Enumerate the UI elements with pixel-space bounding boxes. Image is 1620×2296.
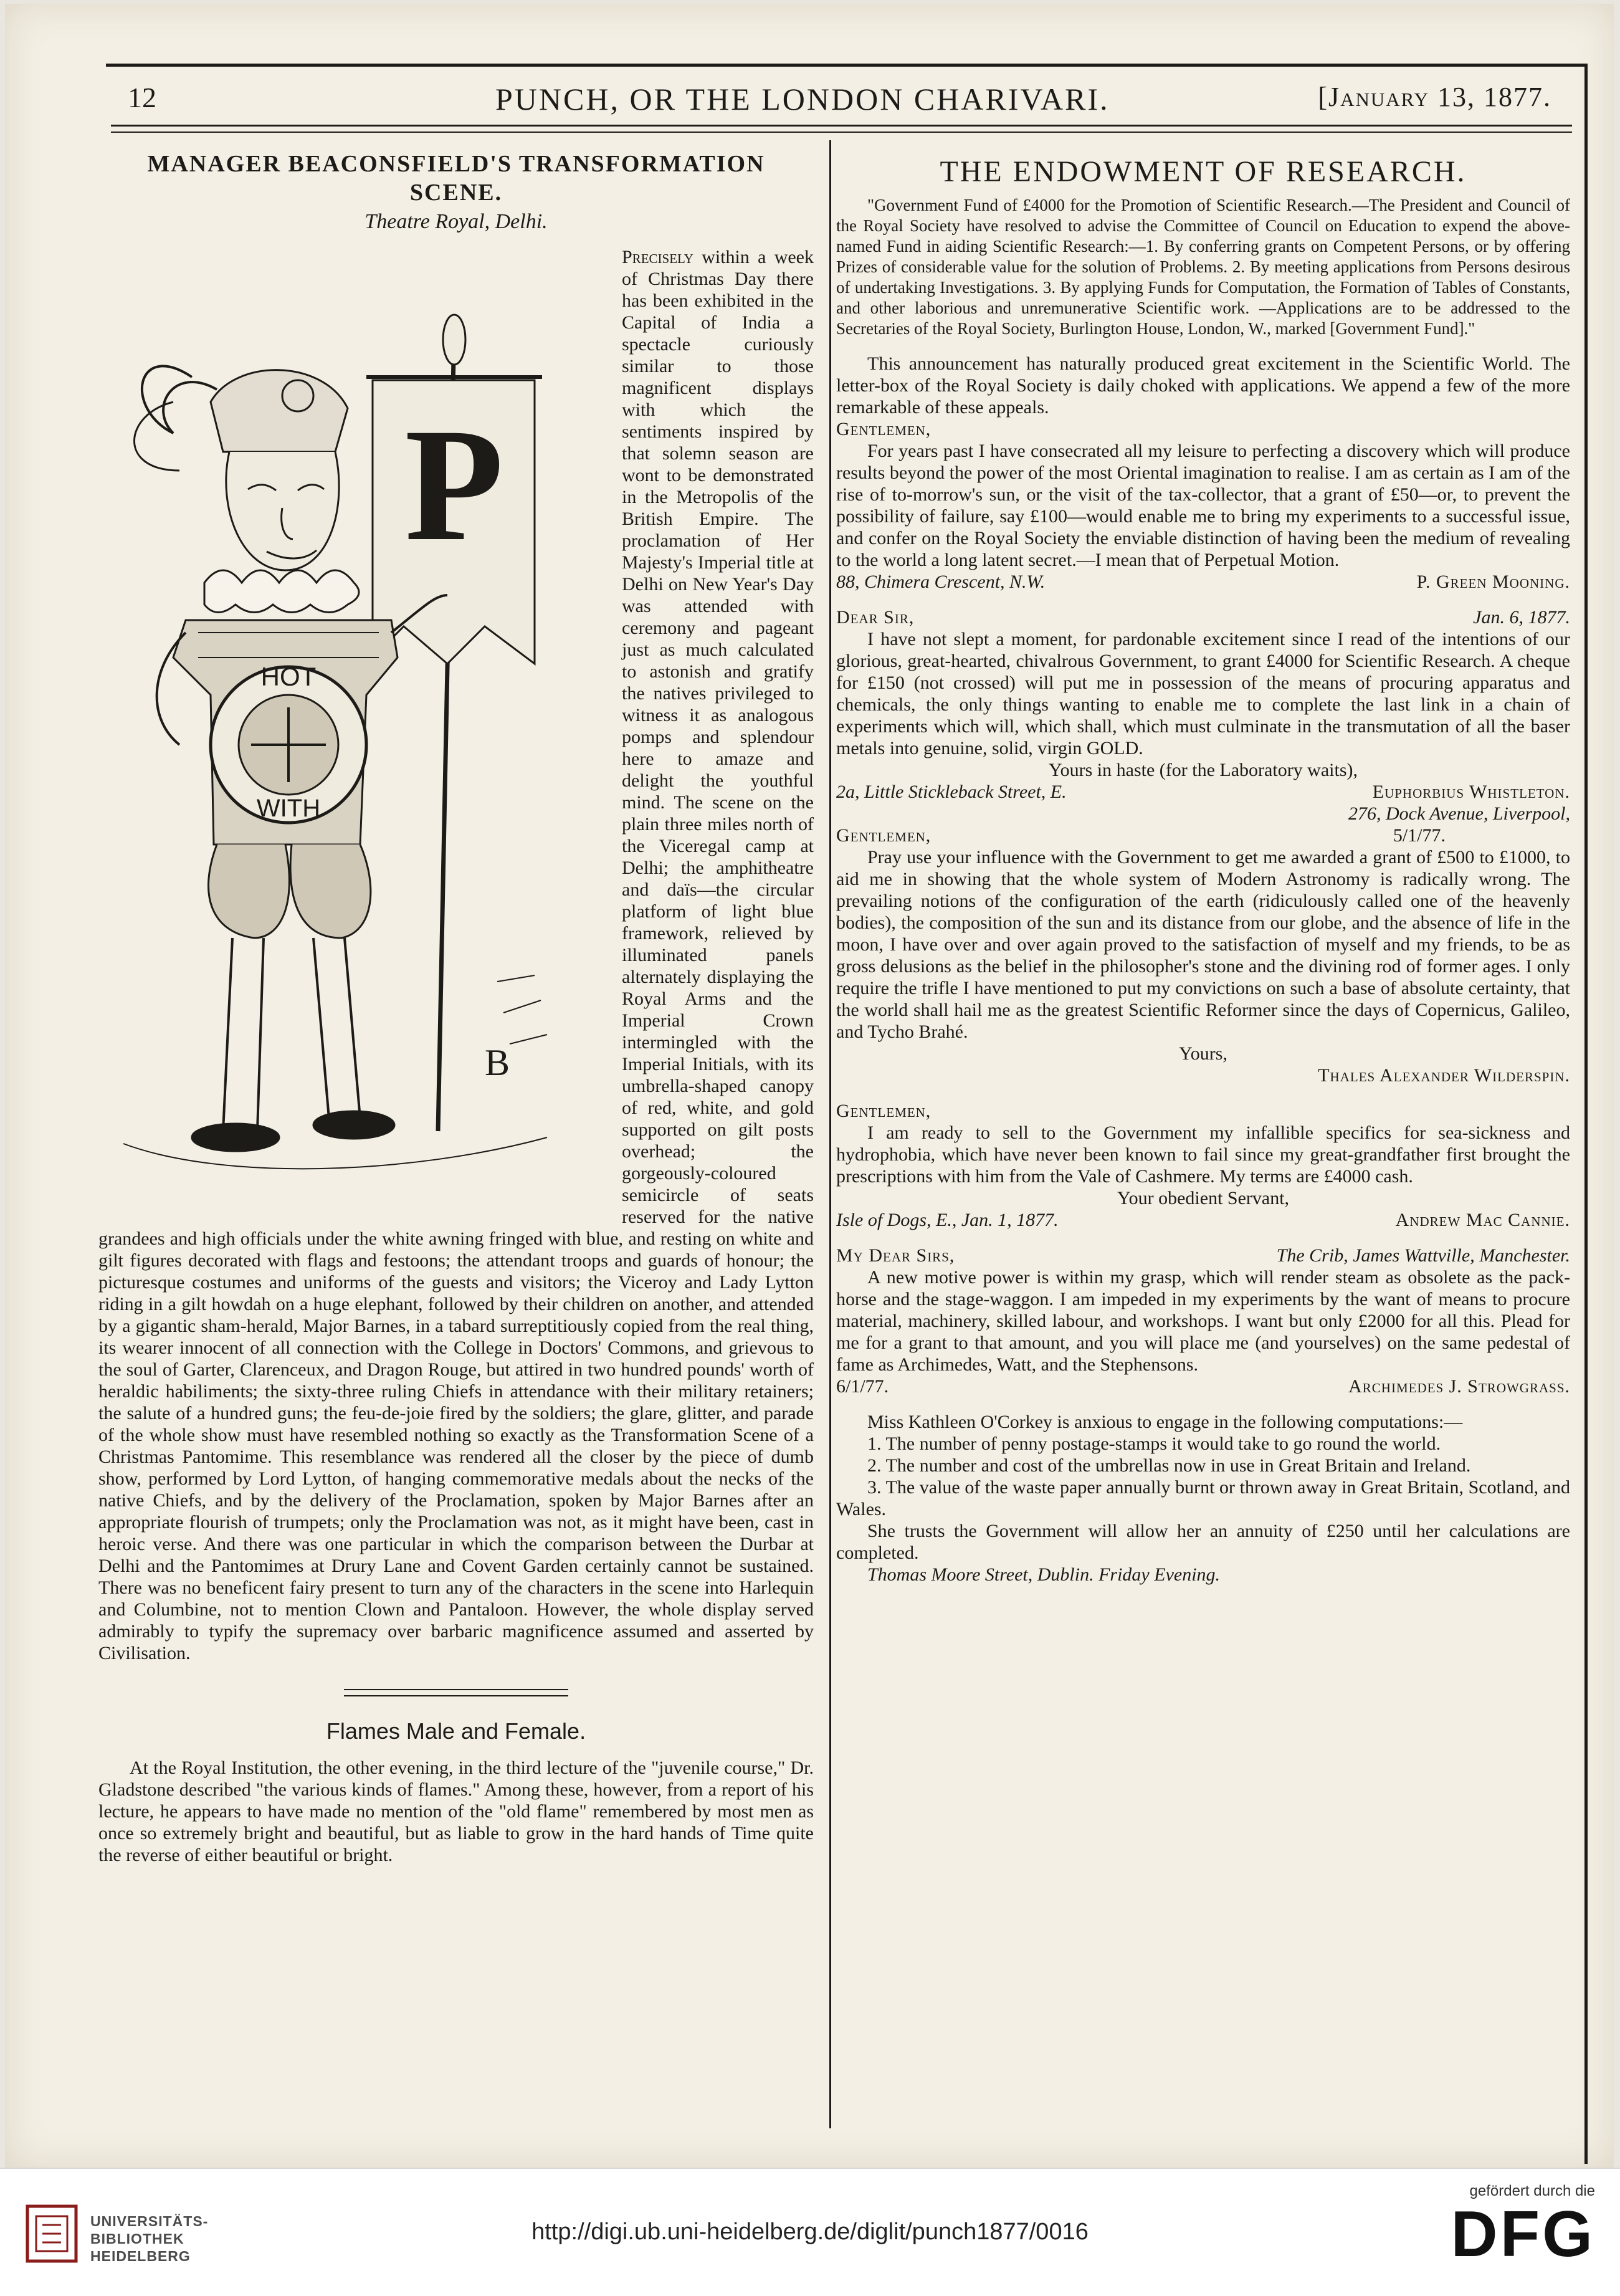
letter-4-body: I am ready to sell to the Government my infallible specifics for sea-sickness and hydrophobia, which have never been known to fail since my great-grandfather first brought the prescriptions with him from the Vale of Cashmere. My terms are £4000 cash. (836, 1122, 1570, 1187)
permalink-url[interactable]: http://digi.ub.uni-heidelberg.de/diglit/punch1877/0016 (531, 2219, 1089, 2245)
letter-3-closing: Yours, (1179, 1043, 1227, 1064)
banner-letter: P (404, 395, 504, 575)
section-divider (344, 1689, 568, 1696)
letter-4-signature: Andrew Mac Cannie. (1395, 1210, 1570, 1230)
page-frame-right (1584, 64, 1588, 2164)
letter-2-date: Jan. 6, 1877. (1473, 607, 1570, 628)
library-name-line: UNIVERSITÄTS- (90, 2213, 209, 2229)
computation-item: 3. The value of the waste paper annually burnt or thrown away in Great Britain, Scotland, and Wales. (836, 1477, 1570, 1519)
letter-2-body: I have not slept a moment, for pardonable excitement since I read of the intentions of our glorious, great-hearted, chivalrous Government, to grant £4000 for Scientific Research. A cheque for £150 (not crossed) will put me in possession of the means of procuring apparatus and chemicals, the only things wanting to enable me to complete the last link in a chain of experiments which will, which shall, which must culminate in the transmutation of all the baser metals into genuine, solid, virgin GOLD. (836, 629, 1570, 758)
cartoon-illustration (98, 246, 616, 1212)
letter-2-address: 2a, Little Stickleback Street, E. (836, 782, 1067, 802)
page-number: 12 (128, 82, 156, 113)
letter-1-signature: P. Green Mooning. (1416, 572, 1570, 592)
library-name-line: BIBLIOTHEK (90, 2231, 184, 2247)
computation-item: 2. The number and cost of the umbrellas now in use in Great Britain and Ireland. (867, 1455, 1471, 1476)
letter-4-closing: Your obedient Servant, (1117, 1188, 1290, 1208)
letter-2-salutation: Dear Sir, (836, 607, 915, 628)
government-notice: "Government Fund of £4000 for the Promotion of Scientific Research.—The President and Council of the Royal Society have resolved to advise the Committee of Council on Education to expend the above-named Fund in aiding Scientific Research:—1. By conferring grants on Competent Persons, or by offering Prizes of considerable value for the solution of Problems. 2. By meeting applications from Persons desirous of undertaking Investigations. 3. By applying Funds for Computation, the Formation of Tables of Constants, and other laborious and unremunerative Scientific work. —Applications are to be addressed to the Secretaries of the Royal Society, Burlington House, London, W., marked [Government Fund]." (836, 196, 1570, 338)
letter-2-heading (836, 606, 1570, 628)
letter-5-heading (836, 1245, 1570, 1266)
flames-body: At the Royal Institution, the other evening, in the third lecture of the "juvenile course," Dr. Gladstone described "the various kinds of flames." Among these, however, from a report of his lecture, he appears to have made no mention of the "old flame" remembered by most men as once so extremely bright and beautiful, but as liable to grow in the hard hands of Time quite the reverse of either beautiful or bright. (98, 1758, 814, 1865)
letter-3-signature: Thales Alexander Wilderspin. (1318, 1065, 1570, 1086)
letter-4-signoff (836, 1209, 1570, 1231)
letter-5-address: The Crib, James Wattville, Manchester. (1276, 1245, 1570, 1266)
article-first-word: Precisely (622, 247, 693, 267)
header-rule (111, 125, 1572, 133)
letter-1-signoff (836, 571, 1570, 593)
funding-caption: gefördert durch die (1469, 2183, 1595, 2199)
badge-bottom-text: WITH (256, 795, 321, 822)
page-header (128, 81, 1551, 131)
letter-2-signature: Euphorbius Whistleton. (1372, 782, 1570, 802)
digitization-footer (0, 2168, 1620, 2296)
library-name-line: HEIDELBERG (90, 2248, 191, 2264)
right-column (836, 150, 1570, 2131)
running-title: PUNCH, OR THE LONDON CHARIVARI. (495, 82, 1110, 117)
article-text: within a week of Christmas Day there has been exhibited in the Capital of India a spectacle curiously similar to those magnificent displays with which the sentiments inspired by that solemn season are wont to be demonstrated in the Metropolis of the British Empire. The proclamation of Her Majesty's Imperial title at Delhi on New Year's Day was attended with ceremony and pageant just as much calculated to astonish and gratify the natives privileged to witness it as analogous pomps and splendour here to amaze and delight the youthful mind. The scene on the plain three miles north of the Viceregal camp at Delhi; the amphitheatre and daïs—the circular platform of light blue framework, relieved by illuminated panels alternately displaying the Royal Arms and the Imperial Crown intermingled with the Imperial Initials, with its umbrella-shaped canopy of red, white, and gold supported on gilt posts overhead; the gorgeously-coloured semicircle of seats reserved for the native grandees and high officials under the white awning fringed with blue, and resting on white and gilt figures decorated with flags and festoons; the attendant troops and guards of honour; the picturesque costumes and uniforms of the guests and visitors; the Viceroy and Lady Lytton riding in a gilt howdah on a huge elephant, followed by their children on another, and attended by a gigantic sham-herald, Major Barnes, in a tabard surreptitiously copied from the real thing, its wearer innocent of all connection with the College in Doctors' Commons, and grievous to the soul of Garter, Clarenceux, and Dragon Rouge, but attired in two hundred pounds' worth of heraldic habiliments; the sixty-three ruling Chiefs in attendance with their military retainers; the salute of a hundred guns; the feu-de-joie fired by the soldiers; the glare, glitter, and parade of the whole show must have resembled nothing so exactly as the Transformation Scene of a Christmas Pantomime. This resemblance was rendered all the closer by the piece of dumb show, performed by Lord Lytton, of hanging commemorative medals about the necks of the native Chiefs, and by the delivery of the Proclamation, spoken by Major Barnes after an appropriate flourish of trumpets; only the Proclamation was not, as it might have been, cast in heroic verse. And there was one particular in which the comparison between the Durbar at Delhi and the Pantomimes at Drury Lane and Covent Garden certainly cannot be sustained. There was no beneficent fairy present to turn any of the characters in the scene into Harlequin and Columbine, not to mention Clown and Pantaloon. However, the whole display served admirably to typify the supremacy over barbaric magnificence assumed and asserted by Civilisation. (98, 247, 814, 1663)
computations-closing: She trusts the Government will allow her an annuity of £250 until her calculations are completed. (836, 1521, 1570, 1563)
issue-date: [January 13, 1877. (1318, 82, 1551, 112)
letter-4-salutation: Gentlemen, (836, 1101, 932, 1121)
research-intro: This announcement has naturally produced great excitement in the Scientific World. The letter-box of the Royal Society is daily choked with applications. We append a few of the more remarkable of these appeals. (836, 353, 1570, 418)
letter-3-date: 5/1/77. (1393, 825, 1446, 846)
computations-intro: Miss Kathleen O'Corkey is anxious to engage in the following computations:— (867, 1412, 1463, 1432)
page-frame-top (106, 64, 1588, 67)
letter-5-date: 6/1/77. (836, 1376, 889, 1397)
letter-5-signature: Archimedes J. Strowgrass. (1348, 1376, 1570, 1397)
letter-2-closing: Yours in haste (for the Laboratory waits), (1048, 760, 1358, 780)
dfg-logo: DFG (1451, 2198, 1595, 2270)
computations-address: Thomas Moore Street, Dublin. Friday Evening. (867, 1564, 1221, 1585)
flames-title: Flames Male and Female. (326, 1718, 586, 1744)
article-subtitle: Theatre Royal, Delhi. (364, 210, 548, 233)
letter-5-salutation: My Dear Sirs, (836, 1245, 955, 1266)
letter-3-address: 276, Dock Avenue, Liverpool, (1348, 803, 1570, 824)
letter-1-body: For years past I have consecrated all my leisure to perfecting a discovery which will produce results beyond the power of the most Oriental imagination to realise. I am as certain as I am of the rise of to-morrow's sun, or the visit of the tax-collector, that a grant of £50—or, to prevent the possibility of failure, say £100—would enable me to bring my experiments to a successful issue, and confer on the Royal Society the enviable distinction of having been the medium of revealing to the world a long latent secret.—I mean that of Perpetual Motion. (836, 441, 1570, 570)
letter-3-body: Pray use your influence with the Government to get me awarded a grant of £500 to £1000, to aid me in showing that the whole system of Modern Astronomy is radically wrong. The prevailing notions of the configuration of the earth (ridiculously called one of the heavenly bodies), the composition of the sun and its distance from our globe, and the absence of life in the moon, I have over and over again proved to the satisfaction of myself and my friends, to be as gross delusions as the belief in the philosopher's stone and the divining rod of former ages. I only require the trifle I have mentioned to put my convictions on such a base of absolute certainty, that the world shall hail me as the greatest Scientific Reformer since the days of Copernicus, Galileo, and Tycho Brahé. (836, 847, 1570, 1042)
letter-3-salutation: Gentlemen, (836, 825, 932, 846)
letter-4-address: Isle of Dogs, E., Jan. 1, 1877. (836, 1210, 1059, 1230)
letter-2-signoff (836, 781, 1570, 803)
column-divider (829, 140, 831, 2128)
cartoon-drawing (98, 246, 616, 1212)
badge-top-text: HOT (260, 662, 317, 691)
letter-1-address: 88, Chimera Crescent, N.W. (836, 572, 1046, 592)
funder-block[interactable] (1433, 2183, 1595, 2282)
computation-item: 1. The number of penny postage-stamps it would take to go round the world. (867, 1433, 1441, 1454)
letter-5-signoff (836, 1375, 1570, 1397)
left-column (98, 150, 814, 2131)
research-title: THE ENDOWMENT OF RESEARCH. (940, 155, 1467, 188)
letter-1-salutation: Gentlemen, (836, 419, 932, 439)
article-title: MANAGER BEACONSFIELD'S TRANSFORMATION SCENE. (147, 151, 765, 206)
corner-letter: B (484, 1042, 510, 1083)
letter-5-body: A new motive power is within my grasp, which will render steam as obsolete as the pack-horse and the stage-waggon. I am impeded in my experiments by the want of means to procure material, machinery, skilled labour, and workshops. I want but only £2000 for all this. Plead for me for a grant to that amount, and you will place me (and yourselves) on the same pedestal of fame as Archimedes, Watt, and the Stephensons. (836, 1267, 1570, 1375)
letter-3-heading (836, 825, 1570, 846)
